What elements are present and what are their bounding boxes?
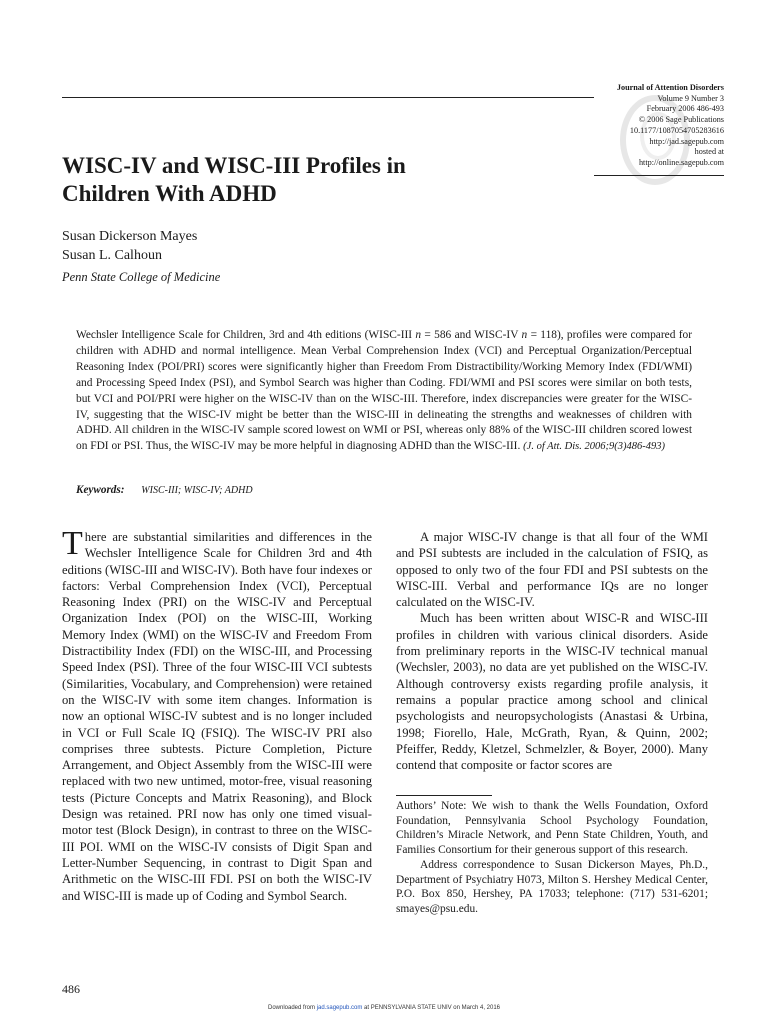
header-rule [62, 97, 594, 98]
abstract-n2: n [521, 329, 528, 341]
correspondence-note: Address correspondence to Susan Dickerson Mayes, Ph.D., Department of Psychiatry H073, Milton S. Hershey Medical Center, P.O. Box 850, Hershey, PA 17033; telephone: (717) 531-6201; smayes@psu.edu. [396, 858, 708, 915]
download-prefix: Downloaded from [267, 1005, 317, 1011]
download-suffix: at PENNSYLVANIA STATE UNIV on March 4, 2016 [362, 1005, 501, 1011]
journal-host-url: http://online.sagepub.com [638, 157, 724, 167]
body-paragraph-2: A major WISC-IV change is that all four of the WMI and PSI subtests are included in the calculation of FSIQ, as opposed to only two of the four FDI and PSI subtests on the WISC-III. Verbal and performance IQs are no longer calculated on the WISC-IV. [396, 530, 708, 610]
abstract-n1: n [415, 329, 422, 341]
abstract-text-1: Wechsler Intelligence Scale for Children, 3rd and 4th editions (WISC-III [76, 329, 416, 341]
body-paragraph-3: Much has been written about WISC-R and WISC-III profiles in children with various clinical disorders. Aside from preliminary reports in the WISC-IV technical manual (Wechsler, 2003), no data are yet published on the WISC-IV. Although controversy exists regarding profile analysis, it remains a popular practice among school and clinical psychologists and neuropsychologists (Anastasi & Urbina, 1998; Fiorello, Hale, McGrath, Ryan, & Quinn, 2002; Pfeiffer, Reddy, Kletzel, Schmelzler, & Boyer, 2000). Many contend that composite or factor scores are [396, 611, 708, 773]
download-link[interactable]: jad.sagepub.com [316, 1005, 363, 1011]
footnote-rule [396, 795, 492, 796]
journal-doi: 10.1177/1087054705283616 [629, 125, 724, 135]
journal-copyright: © 2006 Sage Publications [638, 115, 724, 125]
journal-url: http://jad.sagepub.com [649, 136, 724, 146]
journal-name: Journal of Attention Disorders [616, 83, 724, 92]
abstract-text-3: = 118), profiles were compared for children with ADHD and normal intelligence. Mean Verbal Comprehension Index (VCI) and Perceptual Organization/Perceptual Reasoning Index (POI/PRI) scores were significantly higher than Freedom From Distractibility/Working Memory Index (FDI/WMI) and Processing Speed Index (PSI), and Symbol Search was higher than Coding. FDI/WMI and PSI scores were similar on both tests, but VCI and POI/PRI were higher on the WISC-IV than on the WISC-III. Therefore, index discrepancies were greater for the WISC-IV, suggesting that the WISC-IV might be better than the WISC-III in delineating the strengths and weaknesses of children with ADHD. All children in the WISC-IV sample scored lowest on WMI or PSI, whereas only 88% of the WISC-III children scored lowest on FDI or PSI. Thus, the WISC-IV may be more helpful in diagnosing ADHD than the WISC-III. [76, 329, 693, 453]
keywords [76, 484, 253, 496]
authors-note: Authors’ Note: We wish to thank the Wells Foundation, Oxford Foundation, Pennsylvania School Psychology Foundation, Children’s Miracle Network, and Penn State Children, Youth, and Families Consortium for their generous support of this research. [396, 800, 708, 857]
keywords-values: WISC-III; WISC-IV; ADHD [141, 485, 253, 496]
body-paragraph-1: here are substantial similarities and differences in the Wechsler Intelligence Scale for Children 3rd and 4th editions (WISC-III and WISC-IV). Both have four indexes or factors: Verbal Comprehension Index (VCI), Perceptual Reasoning Index (PRI) on the WISC-IV and Perceptual Organization Index (POI) on the WISC-III, Working Memory Index (WMI) on the WISC-IV and Freedom From Distractibility Index (FDI) on the WISC-III, and Processing Speed Index (PSI). Three of the four WISC-III VCI subtests (Similarities, Vocabulary, and Comprehension) were retained on the WISC-IV with some item changes. Information is now an optional WISC-IV subtest and is no longer included in VCI or Full Scale IQ (FSIQ). The WISC-IV PRI also comprises three subtests. Picture Completion, Picture Arrangement, and Object Assembly from the WISC-III were replaced with two new untimed, motor-free, visual reasoning tests (Picture Concepts and Matrix Reasoning), and Block Design was retained. PRI now has only one timed visual-motor test (Block Design), in contrast to three on the WISC-III POI. WMI on the WISC-IV consists of Digit Span and Letter-Number Sequencing, in contrast to Digit Span and Arithmetic on the WISC-III FDI. PSI on both the WISC-IV and WISC-III is made up of Coding and Symbol Search. [62, 530, 372, 903]
author-1: Susan Dickerson Mayes [62, 229, 198, 244]
abstract-text-2: = 586 and WISC-IV [421, 329, 522, 341]
abstract-citation: (J. of Att. Dis. 2006;9(3)486-493) [523, 441, 665, 453]
title-line-2: Children With ADHD [62, 181, 277, 206]
title-line-1: WISC-IV and WISC-III Profiles in [62, 153, 406, 178]
body-column-2 [396, 529, 708, 773]
drop-cap: T [62, 525, 83, 562]
abstract [76, 328, 692, 455]
affiliation: Penn State College of Medicine [62, 270, 221, 284]
footnote [396, 799, 708, 917]
article-title [62, 152, 562, 208]
keywords-label: Keywords: [76, 484, 125, 496]
page-number: 486 [62, 982, 80, 996]
journal-volume: Volume 9 Number 3 [657, 93, 724, 103]
journal-issue: February 2006 486-493 [646, 104, 724, 114]
body-column-1 [62, 525, 372, 904]
journal-rule [594, 175, 724, 176]
author-2: Susan L. Calhoun [62, 248, 162, 263]
download-line [0, 1005, 768, 1011]
journal-hosted: hosted at [694, 147, 724, 157]
